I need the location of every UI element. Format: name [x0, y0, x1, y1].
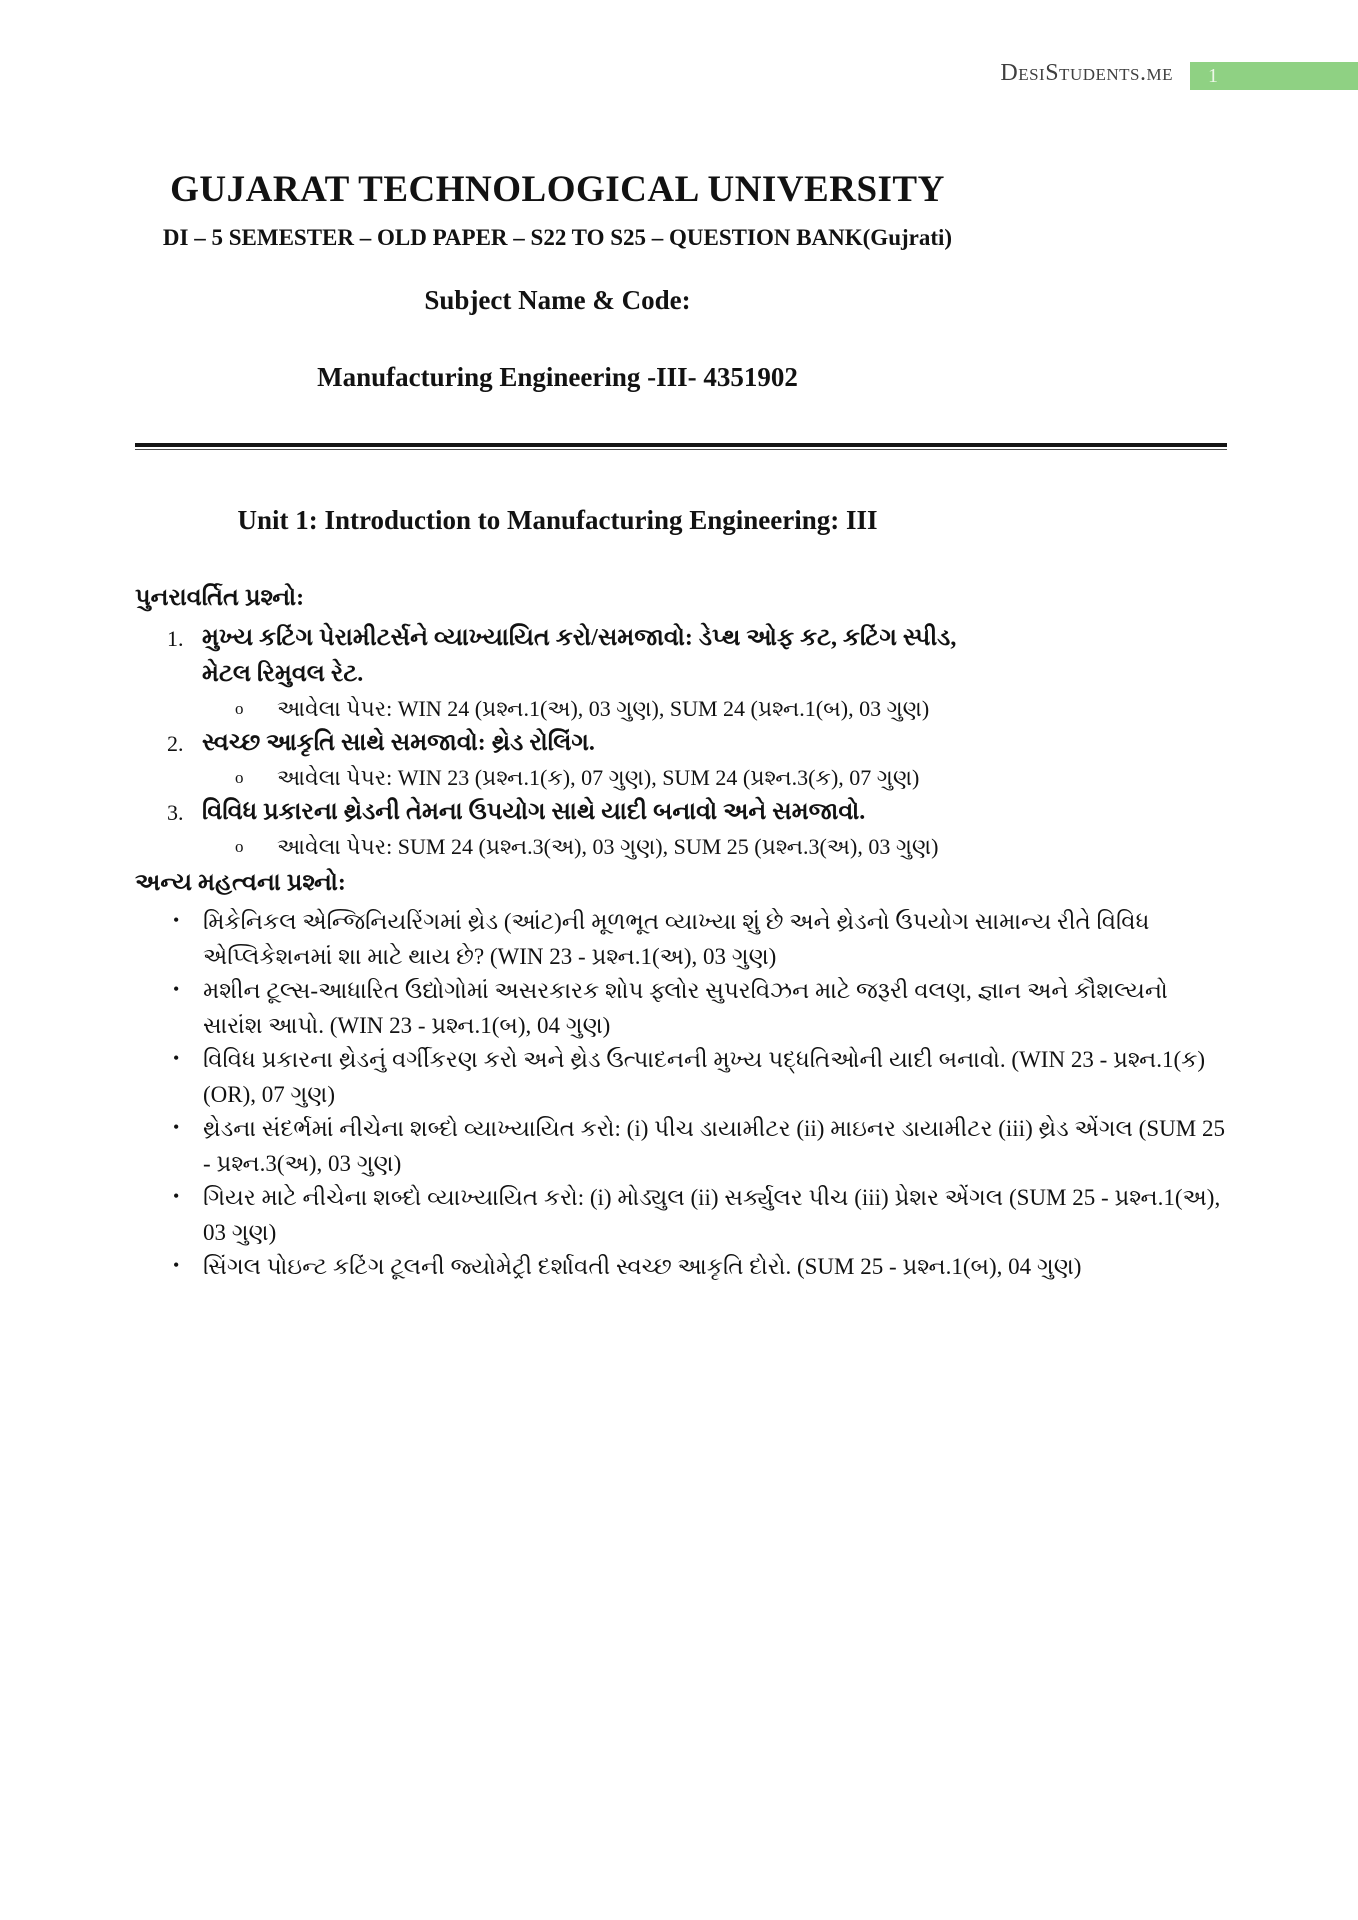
sub-bullet-marker: o — [235, 768, 244, 787]
sub-bullet-marker: o — [235, 837, 244, 856]
paper-reference-item — [135, 830, 1233, 863]
item-number: 1. — [167, 626, 184, 651]
paper-info-line: DI – 5 SEMESTER – OLD PAPER – S22 TO S25 – QUESTION BANK(Gujrati) — [162, 225, 953, 250]
repeated-questions-list — [135, 620, 1233, 863]
bullet-marker: • — [173, 1117, 180, 1137]
body-content — [135, 578, 1233, 1285]
item-number: 2. — [167, 731, 184, 756]
bullet-marker: • — [173, 1186, 180, 1206]
paper-reference-text: આવેલા પેપર: WIN 23 (પ્રશ્ન.1(ક), 07 ગુણ), SUM 24 (પ્રશ્ન.3(ક), 07 ગુણ) — [277, 765, 920, 790]
subject-label: Subject Name & Code: — [424, 285, 691, 315]
section-heading-other-important-questions: અન્ય મહત્વના પ્રશ્નો: — [135, 870, 346, 896]
university-title: GUJARAT TECHNOLOGICAL UNIVERSITY — [170, 169, 945, 210]
bullet-marker: • — [173, 910, 180, 930]
question-item — [135, 794, 1233, 830]
question-text: ગિયર માટે નીચેના શબ્દો વ્યાખ્યાયિત કરો: (i) મોડ્યુલ (ii) સર્ક્યુલર પીચ (iii) પ્રેશર એંગલ (SUM 25 - પ્રશ્ન.1(અ), 03 ગુણ) — [203, 1185, 1221, 1245]
question-item — [135, 1043, 1233, 1112]
bullet-marker: • — [173, 1048, 180, 1068]
page-header — [0, 58, 1358, 90]
section-heading-repeated-questions: પુનરાવર્તિત પ્રશ્નો: — [135, 585, 305, 611]
paper-reference-text: આવેલા પેપર: WIN 24 (પ્રશ્ન.1(અ), 03 ગુણ), SUM 24 (પ્રશ્ન.1(બ), 03 ગુણ) — [277, 696, 930, 721]
subject-name: Manufacturing Engineering -III- 4351902 — [317, 362, 798, 392]
question-item — [135, 620, 1233, 692]
question-text: વિવિધ પ્રકારના થ્રેડની તેમના ઉપયોગ સાથે યાદી બનાવો અને સમજાવો. — [202, 799, 866, 825]
bullet-marker: • — [173, 1255, 180, 1275]
question-text: સિંગલ પોઇન્ટ કટિંગ ટૂલની જ્યોમેટ્રી દર્શાવતી સ્વચ્છ આકૃતિ દોરો. (SUM 25 - પ્રશ્ન.1(બ), 04 ગુણ) — [203, 1254, 1082, 1279]
paper-reference-text: આવેલા પેપર: SUM 24 (પ્રશ્ન.3(અ), 03 ગુણ), SUM 25 (પ્રશ્ન.3(અ), 03 ગુણ) — [277, 834, 939, 859]
question-text: મિકેનિકલ એન્જિનિયરિંગમાં થ્રેડ (આંટ)ની મૂળભૂત વ્યાખ્યા શું છે અને થ્રેડનો ઉપયોગ સામાન્ય રીતે વિવિધ એપ્લિકેશનમાં શા માટે થાય છે? (WIN 23 - પ્રશ્ન.1(અ), 03 ગુણ) — [203, 909, 1150, 969]
other-questions-list — [135, 905, 1233, 1285]
item-number: 3. — [167, 800, 184, 825]
bullet-marker: • — [173, 979, 180, 999]
question-text: મુખ્ય કટિંગ પેરામીટર્સને વ્યાખ્યાયિત કરો/સમજાવો: ડેપ્થ ઓફ કટ, કટિંગ સ્પીડ, મેટલ રિમુવલ રેટ. — [202, 625, 957, 687]
question-item — [135, 1181, 1233, 1250]
sub-bullet-marker: o — [235, 699, 244, 718]
site-watermark: DesiStudents.me — [1000, 60, 1173, 86]
question-text: વિવિધ પ્રકારના થ્રેડનું વર્ગીકરણ કરો અને થ્રેડ ઉત્પાદનની મુખ્ય પદ્ધતિઓની યાદી બનાવો. (WIN 23 - પ્રશ્ન.1(ક) (OR), 07 ગુણ) — [203, 1047, 1206, 1107]
unit-title: Unit 1: Introduction to Manufacturing Engineering: III — [237, 505, 878, 535]
divider-line — [135, 443, 1227, 450]
question-item — [135, 974, 1233, 1043]
question-text: થ્રેડના સંદર્ભમાં નીચેના શબ્દો વ્યાખ્યાયિત કરો: (i) પીચ ડાયામીટર (ii) માઇનર ડાયામીટર (iii) થ્રેડ એંગલ (SUM 25 - પ્રશ્ન.3(અ), 03 ગુણ) — [203, 1116, 1225, 1176]
question-item — [135, 1112, 1233, 1181]
page-number-badge: 1 — [1190, 62, 1358, 90]
question-text: સ્વચ્છ આકૃતિ સાથે સમજાવો: થ્રેડ રોલિંગ. — [202, 730, 595, 756]
title-block — [135, 168, 980, 393]
paper-reference-item — [135, 761, 1233, 794]
question-item — [135, 905, 1233, 974]
question-item — [135, 1250, 1233, 1285]
question-item — [135, 725, 1233, 761]
question-text: મશીન ટૂલ્સ-આધારિત ઉદ્યોગોમાં અસરકારક શોપ ફ્લોર સુપરવિઝન માટે જરૂરી વલણ, જ્ઞાન અને કૌશલ્યનો સારાંશ આપો. (WIN 23 - પ્રશ્ન.1(બ), 04 ગુણ) — [203, 978, 1168, 1038]
paper-reference-item — [135, 692, 1233, 725]
